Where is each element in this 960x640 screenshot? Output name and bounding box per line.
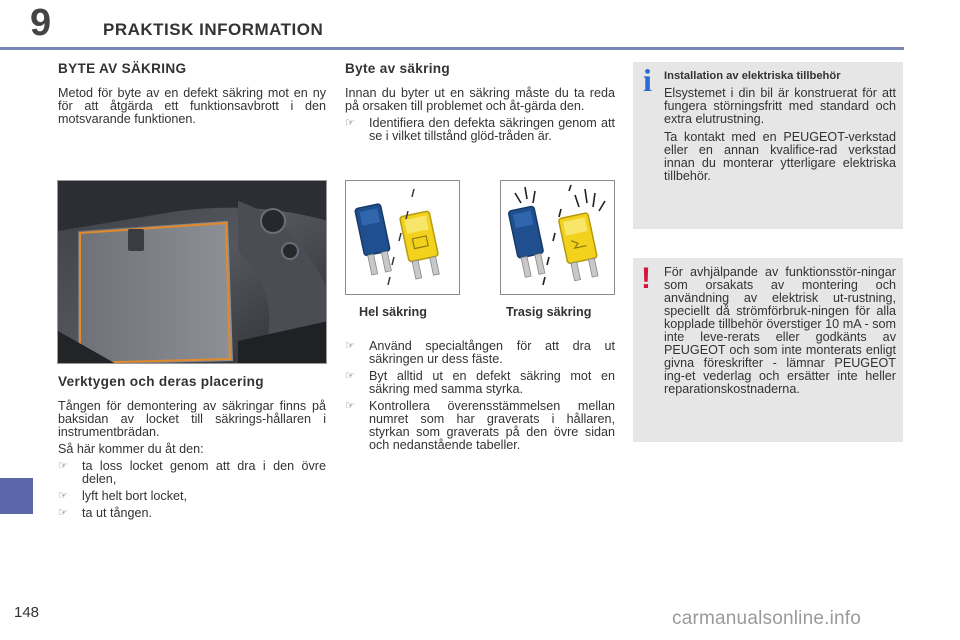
chapter-title: PRAKTISK INFORMATION xyxy=(103,20,324,39)
left-column xyxy=(58,62,326,130)
info-box-title: Installation av elektriska tillbehör xyxy=(664,70,841,82)
good-fuse-illustration xyxy=(345,180,460,295)
pointing-hand-icon: ☞ xyxy=(345,117,355,129)
blown-fuse-icon xyxy=(501,181,614,294)
watermark: carmanualsonline.info xyxy=(672,608,862,629)
tools-section xyxy=(58,375,326,524)
warning-paragraph: För avhjälpande av funktionsstör-ningar som orsakats av montering och användning av elektrisk ut-rustning, speciellt då strömförbruk-ningen för alla kopplade tillbehör överstiger 10 mA - som inte leve-rerats eller godkänts av PEUGEOT och som inte monterats enligt givna föreskrifter - lämnar PEUGEOT ing-et vederlag och ersätter inte heller reparationskostnaderna. xyxy=(664,265,896,396)
info-icon: i xyxy=(643,62,652,98)
list-item: ☞ ta loss locket genom att dra i den övre delen, xyxy=(58,459,326,486)
list-item: ☞ Använd specialtången för att dra ut säkringen ur dess fäste. xyxy=(345,339,615,366)
intro-paragraph: Metod för byte av en defekt säkring mot en ny för att åtgärda ett funktionsavbrott i den motsvarande funktionen. xyxy=(58,86,326,126)
fuse-change-intro: Innan du byter ut en säkring måste du ta reda på orsaken till problemet och åt-gärda den. xyxy=(345,86,615,113)
pointing-hand-icon: ☞ xyxy=(345,400,355,412)
pointing-hand-icon: ☞ xyxy=(58,507,68,519)
good-fuse-caption: Hel säkring xyxy=(359,305,427,319)
list-item: ☞ lyft helt bort locket, xyxy=(58,489,187,503)
tools-heading: Verktygen och deras placering xyxy=(58,374,264,389)
info-box-paragraph: Ta kontakt med en PEUGEOT-verkstad eller en annan kvalifice-rad verkstad innan du monterar ytterligare elektriska tillbehör. xyxy=(664,130,896,183)
warning-box xyxy=(633,258,903,442)
pointing-hand-icon: ☞ xyxy=(58,460,68,472)
blown-fuse-illustration xyxy=(500,180,615,295)
fuse-instructions xyxy=(345,340,615,456)
dashboard-photo-illustration xyxy=(58,181,327,364)
blown-fuse-caption: Trasig säkring xyxy=(506,305,592,319)
tool-steps-list xyxy=(58,460,326,520)
section-title: BYTE AV SÄKRING xyxy=(58,61,187,76)
fuse-panel-photo xyxy=(57,180,327,364)
page-number: 148 xyxy=(14,604,40,621)
info-box-paragraph: Elsystemet i din bil är konstruerat för att fungera störningsfritt med standard och extra elutrustning. xyxy=(664,86,896,126)
list-item: ☞ ta ut tången. xyxy=(58,506,153,520)
info-box xyxy=(633,62,903,229)
howto-intro: Så här kommer du åt den: xyxy=(58,442,204,456)
warning-icon: ! xyxy=(641,262,651,295)
list-item: ☞ Kontrollera överensstämmelsen mellan numret som har graverats i hållaren, styrkan som graverats på den övre sidan och nedanstående tabeller. xyxy=(345,399,615,452)
instruction-list xyxy=(345,340,615,452)
chapter-number: 9 xyxy=(30,2,52,44)
tools-paragraph: Tången för demontering av säkringar finns på baksidan av locket till säkrings-hållaren i instrumentbrädan. xyxy=(58,399,326,439)
pointing-hand-icon: ☞ xyxy=(345,340,355,352)
middle-column xyxy=(345,62,615,147)
info-box-text xyxy=(664,70,896,188)
list-item: ☞ Byt alltid ut en defekt säkring mot en säkring med samma styrka. xyxy=(345,369,615,396)
header-rule xyxy=(0,47,904,50)
identify-list xyxy=(345,117,615,143)
chapter-side-tab xyxy=(0,478,33,514)
list-item: ☞ Identifiera den defekta säkringen genom att se i vilket tillstånd glöd-tråden är. xyxy=(345,116,615,143)
pointing-hand-icon: ☞ xyxy=(58,490,68,502)
good-fuse-icon xyxy=(346,181,459,294)
pointing-hand-icon: ☞ xyxy=(345,370,355,382)
warning-box-text xyxy=(664,266,896,401)
fuse-change-heading: Byte av säkring xyxy=(345,61,450,76)
